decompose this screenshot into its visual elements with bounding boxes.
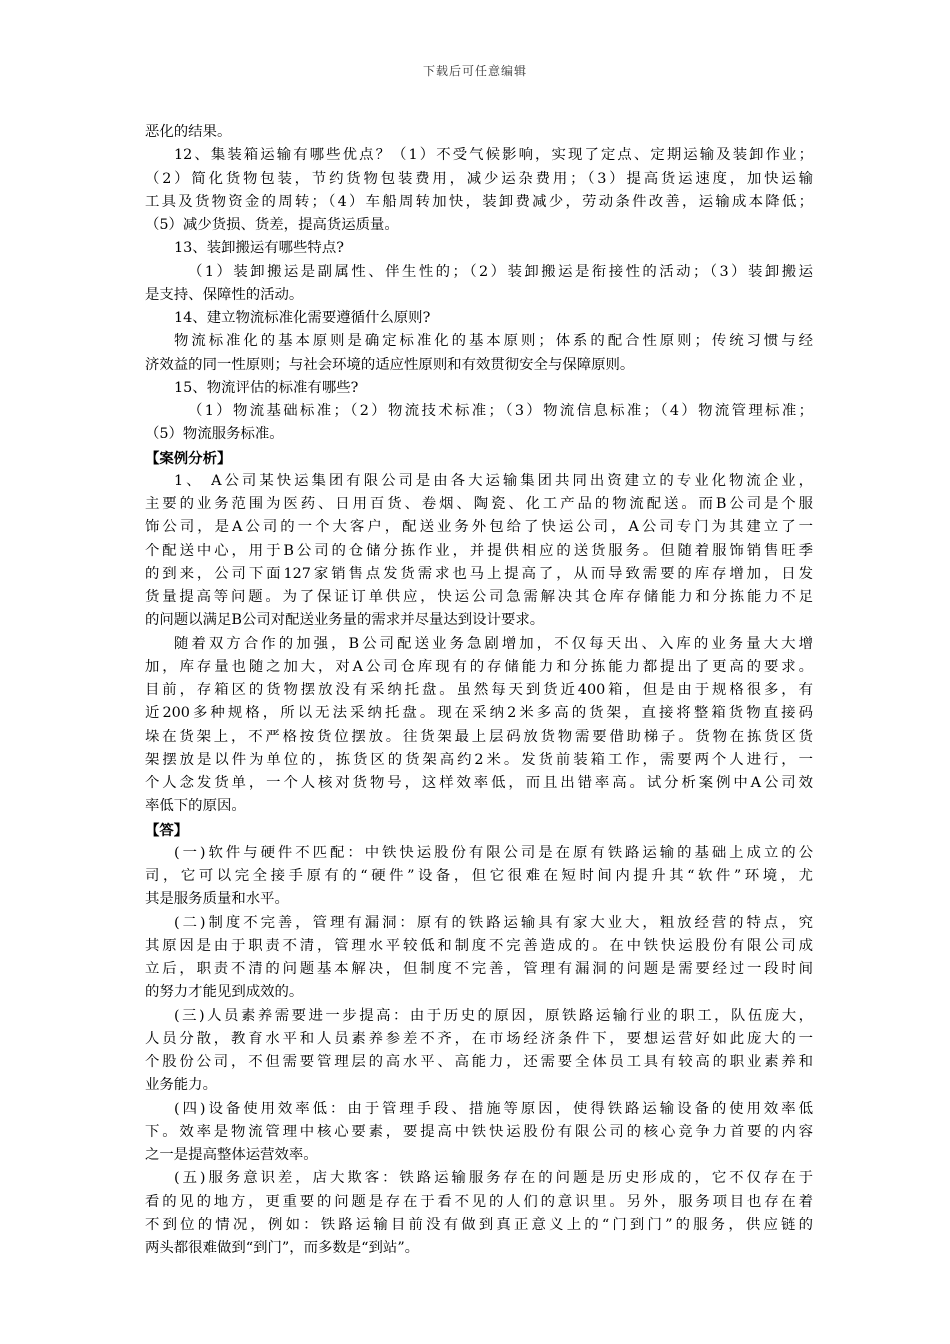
text-line: 不到位的情况，例如：铁路运输目前没有做到真正意义上的“门到门”的服务，供应链的 <box>145 1216 813 1233</box>
text-line: 货量提高等问题。为了保证订单供应，快运公司急需解决其仓库存储能力和分拣能力不足 <box>145 589 813 605</box>
text-line: 其原因是由于职责不清，管理水平较低和制度不完善造成的。在中铁快运股份有限公司成 <box>145 937 813 954</box>
text-line: 15、物流评估的标准有哪些? <box>174 379 359 396</box>
text-line: 13、装卸搬运有哪些特点? <box>174 240 344 257</box>
text-line: 饰公司，是A公司的一个大客户，配送业务外包给了快运公司，A公司专门为其建立了一 <box>145 519 813 536</box>
text-line: 是支持、保障性的活动。 <box>145 286 304 303</box>
text-line: 的问题以满足B公司对配送业务量的需求并尽量达到设计要求。 <box>145 612 545 629</box>
text-line: 司，它可以完全接手原有的“硬件”设备，但它很难在短时间内提升其“软件”环境，尤 <box>145 868 813 884</box>
text-line: 14、建立物流标准化需要遵循什么原则? <box>174 310 431 326</box>
text-line: 立后，职责不清的问题基本解决，但制度不完善，管理有漏洞的问题是需要经过一段时间 <box>145 961 813 977</box>
section-heading: 【案例分析】 <box>145 449 232 467</box>
text-line: (一)软件与硬件不匹配：中铁快运股份有限公司是在原有铁路运输的基础上成立的公 <box>174 844 813 861</box>
text-line: 架摆放是以件为单位的，拣货区的货架高约2米。发货前装箱工作，需要两个人进行，一 <box>145 751 813 768</box>
text-line: 其是服务质量和水平。 <box>145 891 289 908</box>
text-line: 加，库存量也随之加大，对A公司仓库现有的存储能力和分拣能力都提出了更高的要求。 <box>145 658 813 675</box>
text-line: 12、集装箱运输有哪些优点？（1）不受气候影响，实现了定点、定期运输及装卸作业； <box>174 147 813 164</box>
text-line: （1）装卸搬运是副属性、伴生性的；（2）装卸搬运是衔接性的活动；（3）装卸搬运 <box>188 263 813 280</box>
text-line: (四)设备使用效率低：由于管理手段、措施等原因，使得铁路运输设备的使用效率低 <box>174 1100 813 1117</box>
text-line: (二)制度不完善，管理有漏洞：原有的铁路运输具有家大业大，粗放经营的特点，究 <box>174 914 813 931</box>
text-line: （5）物流服务标准。 <box>145 426 284 443</box>
text-line: 下。效率是物流管理中核心要素，要提高中铁快运股份有限公司的核心竞争力首要的内容 <box>145 1123 813 1140</box>
text-line: 看的见的地方，更重要的问题是存在于看不见的人们的意识里。另外，服务项目也存在着 <box>145 1193 813 1210</box>
text-line: （1）物流基础标准；（2）物流技术标准；（3）物流信息标准；（4）物流管理标准； <box>188 403 813 419</box>
text-line: 1、 A公司某快运集团有限公司是由各大运输集团共同出资建立的专业化物流企业， <box>174 472 813 489</box>
text-line: 主要的业务范围为医药、日用百货、卷烟、陶瓷、化工产品的物流配送。而B公司是个服 <box>145 496 813 512</box>
text-line: 个配送中心，用于B公司的仓储分拣作业，并提供相应的送货服务。但随着服饰销售旺季 <box>145 542 813 559</box>
text-line: 的到来，公司下面127家销售点发货需求也马上提高了，从而导致需要的库存增加，日发 <box>145 565 813 582</box>
text-line: 垛在货架上，不严格按货位摆放。往货架最上层码放货物需要借助梯子。货物在拣货区货 <box>145 728 813 745</box>
document-body <box>145 121 813 1260</box>
text-line: 个人念发货单，一个人核对货物号，这样效率低，而且出错率高。试分析案例中A公司效 <box>145 775 813 791</box>
text-line: 之一是提高整体运营效率。 <box>145 1147 318 1163</box>
text-line: (五)服务意识差，店大欺客：铁路运输服务存在的问题是历史形成的，它不仅存在于 <box>174 1170 813 1187</box>
text-line: 率低下的原因。 <box>145 798 246 815</box>
text-line: 业务能力。 <box>145 1077 217 1094</box>
text-line: 随着双方合作的加强，B公司配送业务急剧增加，不仅每天出、入库的业务量大大增 <box>174 635 813 652</box>
page-header: 下载后可任意编辑 <box>422 64 527 78</box>
text-line: 个股份公司，不但需要管理层的高水平、高能力，还需要全体员工具有较高的职业素养和 <box>145 1054 813 1070</box>
text-line: 人员分散，教育水平和人员素养参差不齐，在市场经济条件下，要想运营好如此庞大的一 <box>145 1030 813 1047</box>
text-line: 目前，存箱区的货物摆放没有采纳托盘。虽然每天到货近400箱，但是由于规格很多，有 <box>145 682 813 698</box>
text-line: 恶化的结果。 <box>145 124 232 140</box>
text-line: (三)人员素养需要进一步提高：由于历史的原因，原铁路运输行业的职工，队伍庞大， <box>174 1007 813 1024</box>
section-heading: 【答】 <box>145 821 189 839</box>
text-line: 的努力才能见到成效的。 <box>145 984 304 1001</box>
text-line: 济效益的同一性原则；与社会环境的适应性原则和有效贯彻安全与保障原则。 <box>145 356 635 373</box>
text-line: 工具及货物资金的周转；（4）车船周转加快，装卸费减少，劳动条件改善，运输成本降低； <box>145 193 813 210</box>
text-line: 两头都很难做到“到门”，而多数是“到站”。 <box>145 1240 420 1256</box>
text-line: 近200多种规格，所以无法采纳托盘。现在采纳2米多高的货架，直接将整箱货物直接码 <box>145 705 813 722</box>
text-line: （2）简化货物包装，节约货物包装费用，减少运杂费用；（3）提高货运速度，加快运输 <box>145 170 813 187</box>
text-line: （5）减少货损、货差，提高货运质量。 <box>145 217 399 233</box>
text-line: 物流标准化的基本原则是确定标准化的基本原则；体系的配合性原则；传统习惯与经 <box>174 333 813 350</box>
